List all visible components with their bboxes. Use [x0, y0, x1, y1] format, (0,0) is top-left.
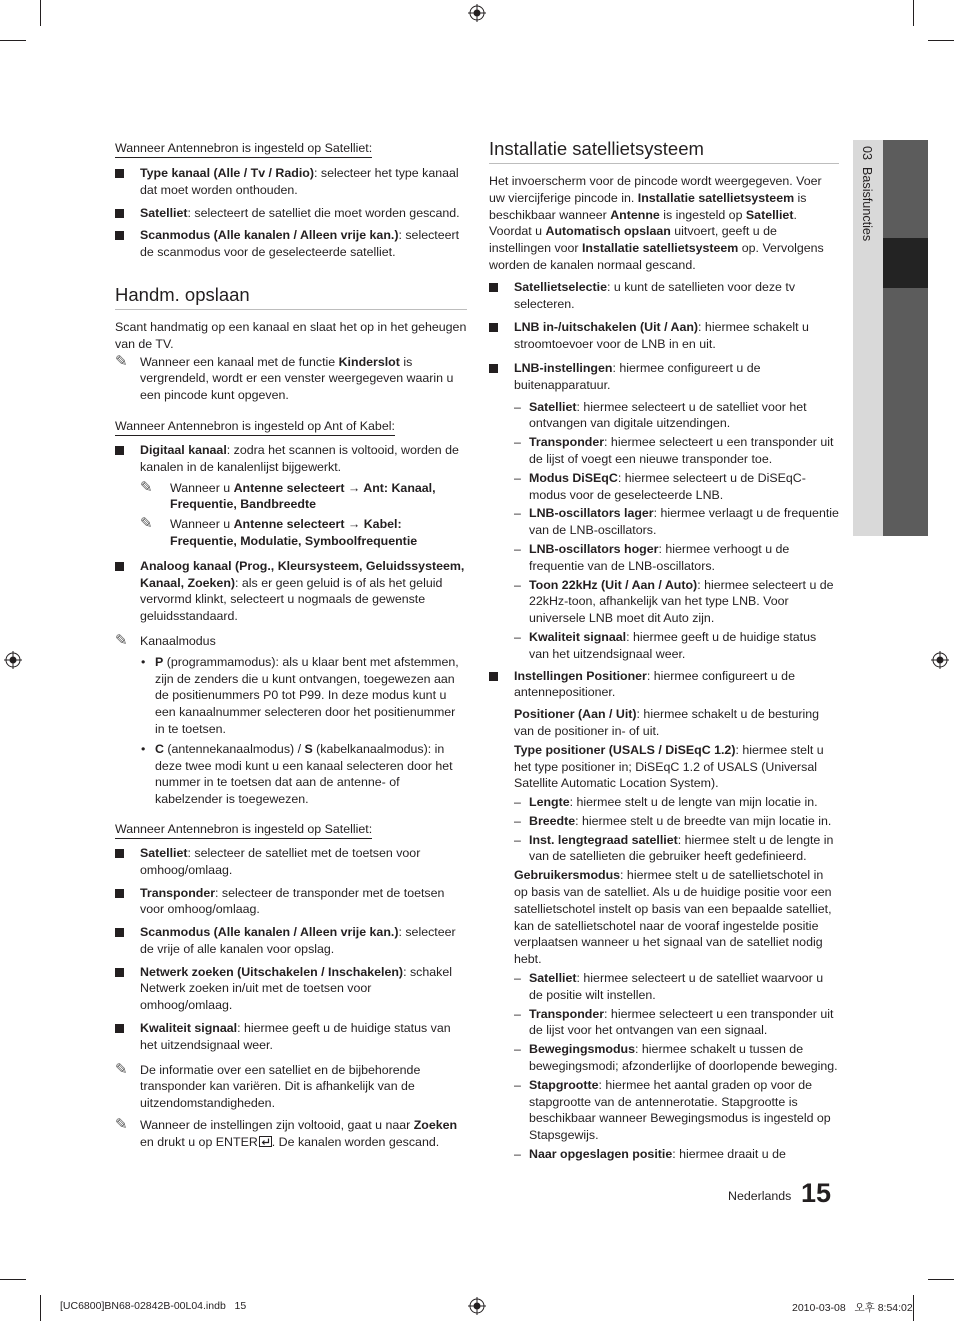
dot-bullet-icon: •	[141, 654, 146, 669]
positioner-onoff: Positioner (Aan / Uit): hiermee schakelt u de besturing van de positioner in- of uit.	[514, 707, 820, 738]
note-pencil-icon: ✎	[115, 352, 128, 370]
dash-item: – LNB-oscillators hoger: hiermee verhoogt u de frequentie van de LNB-oscillators.	[514, 541, 790, 573]
list-item: Analoog kanaal (Prog., Kleursysteem, Geluidssysteem, Kanaal, Zoeken): als er geen geluid is of als het geluid vervormd klinkt, selecteert u nogmaals de gewenste geluidsstandaard.	[115, 558, 467, 625]
list-item: Kwaliteit signaal: hiermee geeft u de huidige status van het uitzendsignaal weer.	[115, 1020, 467, 1054]
list-item: Satelliet: selecteer de satelliet met de toetsen voor omhoog/omlaag.	[115, 845, 467, 879]
section-title-satellite: Installatie satellietsysteem	[489, 138, 839, 164]
crop-mark	[928, 40, 954, 41]
square-bullet-icon	[489, 364, 498, 373]
subheading-antenna: Wanneer Antennebron is ingesteld op Ant of Kabel:	[115, 418, 395, 436]
note-pencil-icon: ✎	[115, 1060, 128, 1078]
footer-language: Nederlands	[728, 1189, 792, 1203]
list-item: LNB-instellingen: hiermee configureert u de buitenapparatuur.	[489, 360, 839, 394]
square-bullet-icon	[115, 928, 124, 937]
list-item: Scanmodus (Alle kanalen / Alleen vrije kan.): selecteert de scanmodus voor de geselecteerde satelliet.	[115, 227, 467, 261]
list-item: Satellietselectie: u kunt de satellieten voor deze tv selecteren.	[489, 279, 839, 313]
print-file-info: [UC6800]BN68-02842B-00L04.indb 15	[60, 1300, 247, 1312]
chapter-label: Basisfuncties	[860, 167, 874, 242]
crop-mark	[0, 1279, 26, 1280]
dash-item: – Bewegingsmodus: hiermee schakelt u tussen de bewegingsmodi; afzonderlijke of doorlopende beweging.	[514, 1042, 838, 1074]
registration-mark-icon	[468, 4, 486, 22]
list-item: • P (programmamodus): als u klaar bent met afstemmen, zijn de zenders die u kunt ontvangen, toegewezen aan de positienummers P0 tot P99. In deze modus kunt u een kanaalnummer selecteren door het positienummer in te toetsen.	[141, 654, 459, 736]
square-bullet-icon	[115, 231, 124, 240]
list-item: Scanmodus (Alle kanalen / Alleen vrije kan.): selecteer de vrije of alle kanalen voor opslag.	[115, 924, 467, 958]
dash-item: – Breedte: hiermee stelt u de breedte van mijn locatie in.	[514, 813, 832, 828]
square-bullet-icon	[115, 968, 124, 977]
note-pencil-icon: ✎	[140, 515, 153, 533]
note-pencil-icon: ✎	[115, 1116, 128, 1134]
dot-bullet-icon: •	[141, 741, 146, 756]
dash-item: – Kwaliteit signaal: hiermee geeft u de huidige status van het uitzendsignaal weer.	[514, 629, 817, 661]
square-bullet-icon	[489, 323, 498, 332]
crop-mark	[40, 0, 41, 26]
note-pencil-icon: ✎	[140, 478, 153, 496]
chapter-tab	[853, 140, 883, 536]
registration-mark-icon	[931, 651, 949, 669]
dash-item: – Transponder: hiermee selecteert u een transponder uit de lijst of voegt een nieuwe transponder toe.	[514, 435, 834, 466]
handm-intro: Scant handmatig op een kanaal en slaat het op in het geheugen van de TV.	[115, 319, 467, 351]
section-title-handm: Handm. opslaan	[115, 284, 467, 310]
list-item: Instellingen Positioner: hiermee configureert u de antennepositioner.	[489, 668, 839, 702]
square-bullet-icon	[489, 283, 498, 292]
crop-mark	[0, 40, 26, 41]
subheading-satellite: Wanneer Antennebron is ingesteld op Satelliet:	[115, 140, 372, 158]
dash-item: – Inst. lengtegraad satelliet: hiermee stelt u de lengte in van de satellieten die gebruiker heeft gedefinieerd.	[514, 832, 834, 864]
dash-item: – LNB-oscillators lager: hiermee verlaagt u de frequentie van de LNB-oscillators.	[514, 506, 839, 538]
crop-mark	[928, 1279, 954, 1280]
square-bullet-icon	[115, 562, 124, 571]
note: ✎ Wanneer de instellingen zijn voltooid, gaat u naar Zoeken en drukt u op ENTER . De kanalen worden gescand.	[115, 1116, 458, 1149]
print-timestamp: 2010-03-08 오후 8:54:02	[792, 1302, 913, 1314]
user-mode: Gebruikersmodus: hiermee stelt u de satellietschotel in op basis van de satelliet. Als u de huidige positie voor een satellietschotel instelt op basis van een bepaalde satelliet, kan de satellietschotel naar de vooraf ingestelde positie verplaatsen wanneer u het signaal van de satelliet nodig hebt.	[514, 868, 832, 967]
list-item: Digitaal kanaal: zodra het scannen is voltooid, worden de kanalen in de kanalenlijst bijgewerkt.	[115, 442, 467, 476]
crop-mark	[913, 0, 914, 26]
square-bullet-icon	[115, 209, 124, 218]
registration-mark-icon	[468, 1297, 486, 1315]
dash-item: – Satelliet: hiermee selecteert u de satelliet waarvoor u de positie wilt instellen.	[514, 971, 824, 1002]
dash-item: – Modus DiSEqC: hiermee selecteert u de DiSEqC-modus voor de geselecteerde LNB.	[514, 470, 806, 502]
right-column	[489, 138, 839, 1163]
list-item: Netwerk zoeken (Uitschakelen / Inschakelen): schakel Netwerk zoeken in/uit met de toetsen voor omhoog/omlaag.	[115, 964, 467, 1014]
dash-item: – Naar opgeslagen positie: hiermee draait u de	[514, 1147, 786, 1162]
note: ✎ Wanneer u Antenne selecteert → Kabel: Frequentie, Modulatie, Symboolfrequentie	[140, 515, 418, 548]
square-bullet-icon	[115, 889, 124, 898]
note: ✎ Wanneer u Antenne selecteert → Ant: Kanaal, Frequentie, Bandbreedte	[140, 478, 436, 512]
square-bullet-icon	[115, 849, 124, 858]
dash-item: – Satelliet: hiermee selecteert u de satelliet voor het ontvangen van digitale uitzendingen.	[514, 399, 807, 431]
page-number: 15	[801, 1178, 832, 1208]
subheading-satellite-2: Wanneer Antennebron is ingesteld op Satelliet:	[115, 821, 372, 839]
registration-mark-icon	[4, 651, 22, 669]
note: ✎ Kanaalmodus	[115, 631, 216, 649]
square-bullet-icon	[489, 672, 498, 681]
tab-block	[883, 288, 928, 536]
left-column	[115, 138, 467, 1151]
note: ✎ Wanneer een kanaal met de functie Kinderslot is vergrendeld, wordt er een venster weergegeven waarin u een pincode kunt opgeven.	[115, 352, 454, 403]
list-item: • C (antennekanaalmodus) / S (kabelkanaalmodus): in deze twee modi kunt u een kanaal selecteren door het nummer in te toetsen dat aan de antenne- of kabelzender is toegewezen.	[141, 741, 453, 807]
note: ✎ De informatie over een satelliet en de bijbehorende transponder kan variëren. Dit is afhankelijk van de uitzendomstandigheden.	[115, 1060, 421, 1111]
square-bullet-icon	[115, 1024, 124, 1033]
crop-mark	[40, 1295, 41, 1321]
satellite-intro: Het invoerscherm voor de pincode wordt weergegeven. Voer uw viercijferige pincode in. Installatie satellietsysteem is beschikbaar wanneer Antenne is ingesteld op Satelliet. Voordat u Automatisch opslaan uitvoert, geeft u de instellingen voor Installatie satellietsysteem op. Vervolgens worden de kanalen normaal gescand.	[489, 174, 824, 272]
square-bullet-icon	[115, 446, 124, 455]
dash-item: – Lengte: hiermee stelt u de lengte van mijn locatie in.	[514, 795, 818, 810]
square-bullet-icon	[115, 169, 124, 178]
note-pencil-icon: ✎	[115, 631, 128, 649]
list-item: Satelliet: selecteert de satelliet die moet worden gescand.	[115, 205, 467, 222]
positioner-type: Type positioner (USALS / DiSEqC 1.2): hiermee stelt u het type positioner in; DiSEqC 1.2 of USALS (Universal Satellite Automatic Location System).	[514, 742, 824, 791]
tab-block	[883, 140, 928, 238]
list-item: LNB in-/uitschakelen (Uit / Aan): hiermee schakelt u stroomtoevoer voor de LNB in en uit.	[489, 319, 839, 353]
enter-key-icon	[259, 1136, 272, 1147]
dash-item: – Transponder: hiermee selecteert u een transponder uit de lijst voor het ontvangen van een signaal.	[514, 1006, 834, 1038]
dash-item: – Toon 22kHz (Uit / Aan / Auto): hiermee selecteert u de 22kHz-toon, afhankelijk van het type LNB. Voor universele LNB moet dit Auto zijn.	[514, 577, 834, 626]
chapter-number: 03	[860, 146, 874, 161]
tab-block-active	[883, 238, 928, 288]
list-item: Transponder: selecteer de transponder met de toetsen voor omhoog/omlaag.	[115, 885, 467, 919]
list-item: Type kanaal (Alle / Tv / Radio): selecteer het type kanaal dat moet worden onthouden.	[115, 165, 467, 199]
dash-item: – Stapgrootte: hiermee het aantal graden op voor de stapgrootte van de antennerotatie. Stapgrootte is beschikbaar wanneer Bewegingsmodus is ingesteld op Stapsgewijs.	[514, 1077, 831, 1143]
crop-mark	[913, 1295, 914, 1321]
